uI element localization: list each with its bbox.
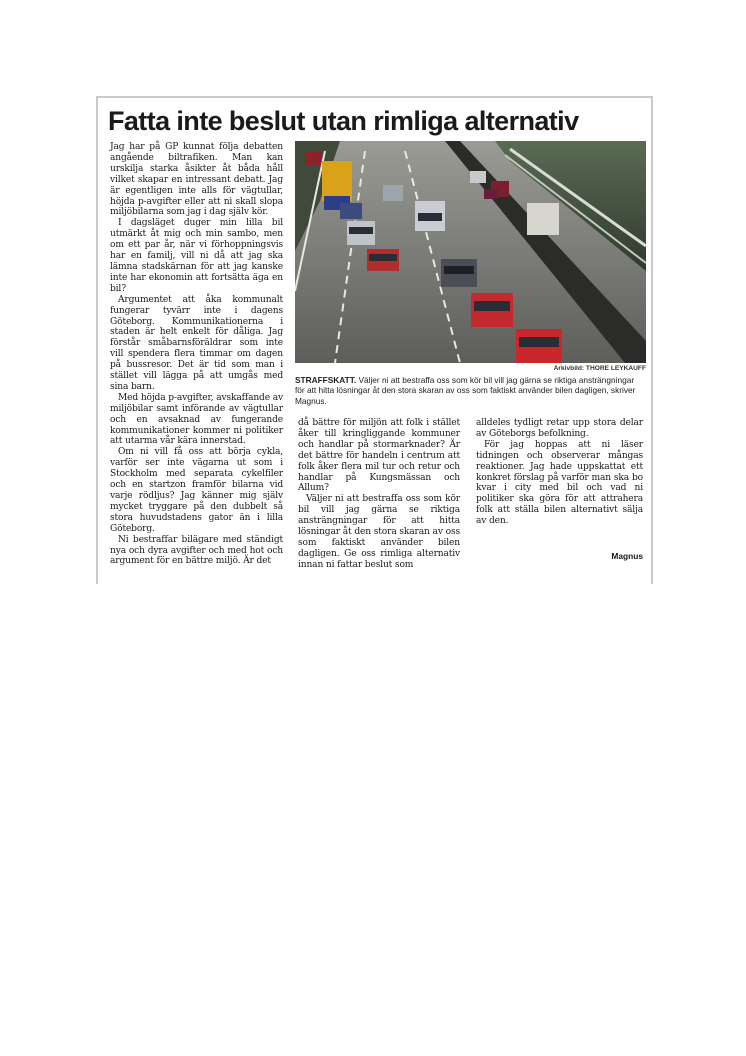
highway-traffic-photo (295, 141, 646, 363)
paragraph: Om ni vill få oss att börja cykla, varför ser inte vägarna ut som i Stockholm med separata cykelfiler och en startzon framför bilarna vid varje rödljus? Jag känner mig själv mycket tryggare på den dubbelt så stora huvudstadens gator än i lilla Göteborg. (110, 447, 283, 534)
paragraph: Argumentet att åka kommunalt fungerar tyvärr inte i dagens Göteborg. Kommunikationerna i staden är helt enkelt för dåliga. Jag förstår småbarnsföräldrar som inte vill spendera flera timmar om dagen på bussresor. Det är tid som man i stället vill lägga på att umgås med sina barn. (110, 294, 283, 392)
border-top (96, 96, 653, 98)
paragraph: Ni bestraffar bilägare med ständigt nya och dyra avgifter och med hot och argument för en bättre miljö. Är det (110, 534, 283, 567)
paragraph: I dagsläget duger min lilla bil utmärkt åt mig och min sambo, men om ett par år, när vi förhoppningsvis har en familj, vill ni då att jag ska lämna stadskärnan för att jag kanske inte har ekonomin att fortsätta äga en bil? (110, 218, 283, 294)
body-column-3 (476, 418, 643, 527)
paragraph: då bättre för miljön att folk i stället åker till kringliggande kommuner och handlar på stormarknader? Är det bättre för handeln i centrum att folk åker flera mil tur och retur och handlar på Kungsmässan och Allum? (298, 418, 460, 494)
paragraph: Väljer ni att bestraffa oss som kör bil vill jag gärna se riktiga ansträngningar för att hitta lösningar åt den stora skaran av oss som faktiskt använder bilen dagligen. Ge oss rimliga alternativ innan ni fattar beslut som (298, 494, 460, 570)
paragraph: För jag hoppas att ni läser tidningen och observerar mångas reaktioner. Jag hade uppskattat ett konkret förslag på varför man ska bo kvar i city med bil och vad ni politiker ska göra för att attrahera folk att ställa bilen alternativt sälja av den. (476, 439, 643, 527)
newspaper-clipping (96, 96, 653, 584)
headline: Fatta inte beslut utan rimliga alternativ (108, 106, 579, 136)
paragraph: Jag har på GP kunnat följa debatten angående biltrafiken. Man kan urskilja starka åsikter åt båda håll vilket skapar en intressant debatt. Jag är egentligen inte alls för vägtullar, höjda p-avgifter eller att ni skall slopa miljöbilarna som jag i dag själv kör. (110, 142, 283, 218)
caption-text: Väljer ni att bestraffa oss som kör bil vill jag gärna se riktiga ansträngningar för att hitta lösningar åt den stora skaran av oss som faktiskt använder bilen dagligen, skriver Magnus. (295, 375, 636, 406)
caption-kicker: STRAFFSKATT. (295, 375, 357, 385)
border-right (651, 96, 653, 584)
body-column-1 (110, 142, 283, 567)
border-left (96, 96, 98, 584)
photo-credit: Arkivbild: THORE LEYKAUFF (553, 365, 646, 372)
paragraph: alldeles tydligt retar upp stora delar av Göteborgs befolkning. (476, 418, 643, 439)
paragraph: Med höjda p-avgifter, avskaffande av miljöbilar samt införande av vägtullar och en avsaknad av fungerande kommunikationer kommer ni politiker att utarma vår kära innerstad. (110, 392, 283, 447)
body-column-2 (298, 418, 460, 571)
photo-caption (295, 375, 646, 406)
author-signature: Magnus (611, 551, 643, 561)
